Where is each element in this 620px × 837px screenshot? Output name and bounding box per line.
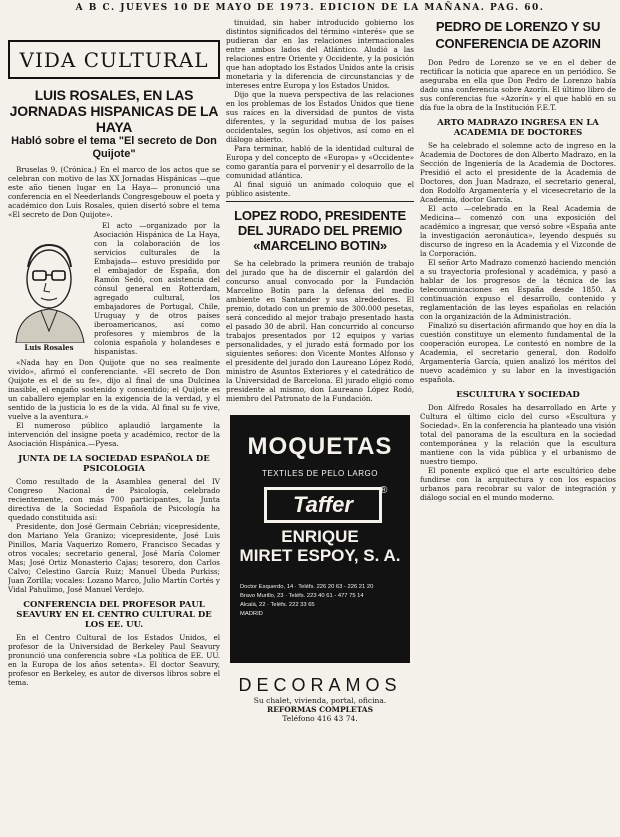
- page-header: A B C. JUEVES 10 DE MAYO DE 1973. EDICION DE LA MAÑANA. PAG. 60.: [75, 3, 545, 13]
- ad-line: REFORMAS COMPLETAS: [266, 705, 374, 714]
- article-headline: JUNTA DE LA SOCIEDAD ESPAÑOLA DE PSICOLOGIA: [18, 454, 210, 474]
- paragraph: «Nada hay en Don Quijote que no sea realmente vivido», afirmó el conferenciante. «El secreto de Don Quijote es el de su fe», dijo al final de una Dulcinea inasible, el engaño sostenido y consentido; el Quijote es un caballero ejemplar en la exigencia de la verdad, y el sentido de la justicia lo es de la vida. Al final su fe vive, vuelve a la aventura.»: [8, 358, 220, 421]
- ad-company-line: MIRET ESPOY, S. A.: [239, 546, 401, 565]
- paragraph: El acto —celebrado en la Real Academia de Medicina— comenzó con una exposición del académico a ingresar, que versó sobre «España ante la investigación aeronáutica», leyendo después su discurso de ingreso en la Academia y el Vizconde de la Corporación.: [420, 204, 616, 258]
- ad-company-line: ENRIQUE: [281, 527, 359, 546]
- paragraph: El numeroso público aplaudió largamente la intervención del insigne poeta y académico, rector de la Asociación Hispánica.—Pyesa.: [8, 421, 220, 448]
- paragraph: Se ha celebrado el solemne acto de ingreso en la Academia de Doctores de don Alberto Madrazo, en la Sección de Ingeniería de la Academia de Doctores. Presidió el acto el presidente de la Academia de Doctores, don Juan Madrazo, el secretario general, don Rodolfo Argamentería y el vicesecretario de la Academia, doctor García.: [420, 141, 616, 204]
- article-body-continued: [94, 221, 220, 356]
- column-middle: [226, 18, 414, 830]
- paragraph: Don Alfredo Rosales ha desarrollado en Arte y Cultura el último ciclo del curso «Escultura y Sociedad». En la conferencia ha planteado una visión total del panorama de la escultura en la sociedad contemporánea y la relación que la escultura mantiene con la vida pública y el urbanismo de nuestro tiempo.: [420, 403, 616, 466]
- portrait-caption: Luis Rosales: [24, 343, 74, 352]
- article-body: [420, 58, 616, 112]
- article-body: [420, 403, 616, 502]
- article-body: [8, 633, 220, 687]
- ad-line: Su chalet, vivienda, portal, oficina.: [253, 696, 387, 705]
- paragraph: Dijo que la nueva perspectiva de las relaciones en los problemas de los Estados Unidos que tiene sus raíces en la diversidad de puntos de vista diferentes, y la seguridad mutua de los países occidentales, según los objetivos, así como en el diálogo abierto.: [226, 90, 414, 144]
- portrait-block: [8, 221, 220, 358]
- section-title: VIDA CULTURAL: [8, 40, 220, 79]
- advertisement-moquetas: [230, 415, 410, 663]
- article-body: [8, 165, 220, 219]
- article-headline: PEDRO DE LORENZO Y SU CONFERENCIA DE AZORIN: [435, 19, 601, 51]
- ad-phone: Teléfono 416 43 74.: [282, 714, 358, 723]
- paragraph: El acto —organizado por la Asociación Hispánica de La Haya, con la colaboración de los servicios culturales de la Embajada— estuvo presidido por el embajador de España, don Ramón Sedó, con asistencia del cónsul general en Rotterdam, agregado cultural, los embajadores de Portugal, Chile, Uruguay y de otros países iberoamericanos, así como profesores y miembros de la colonia española y holandeses e hispanistas.: [94, 221, 220, 356]
- ad-address-line: Doctor Esquerdo, 14 · Teléfs. 226 20 63 - 226 21 20: [240, 584, 374, 590]
- paragraph: Para terminar, habló de la identidad cultural de Europa y del concepto de «Europa» y «Occidente» como garantía para el porvenir y el desarrollo de la comunidad atlántica.: [226, 144, 414, 180]
- paragraph: Finalizó su disertación afirmando que hoy en día la cuestión constituye un elemento fundamental de la cooperación europea. Le contestó en nombre de la Academia, el secretario general, don Rodolfo Argamentería García, quien analizó los méritos del nuevo académico y su labor en la investigación española.: [420, 321, 616, 384]
- ad-title: MOQUETAS: [247, 433, 393, 460]
- ad-addresses: [240, 583, 400, 619]
- paragraph: Bruselas 9. (Crónica.) En el marco de los actos que se celebran con motivo de las XX Jornadas Hispánicas —que este año tienen lugar en La Haya— pronunció una conferencia en el Neederlands Congresgebouw el poeta y académico don Luis Rosales, quien disertó sobre el tema «El secreto de Don Quijote».: [8, 165, 220, 219]
- paragraph: Como resultado de la Asamblea general del IV Congreso Nacional de Psicología, celebrado recientemente, con más 700 participantes, la Junta directiva de la Sociedad Española de Psicología ha quedado constituida así:: [8, 477, 220, 522]
- column-right: [420, 18, 616, 830]
- ad-tagline: TEXTILES DE PELO LARGO: [262, 469, 378, 478]
- ad-title: DECORAMOS: [238, 675, 402, 695]
- divider: [226, 201, 414, 202]
- article-body: [420, 141, 616, 384]
- article-body: [226, 18, 414, 198]
- ad-address-line: Alcalá, 22 · Teléfs. 222 33 65: [240, 602, 315, 608]
- ad-logo: Taffer: [264, 487, 382, 523]
- paragraph: Se ha celebrado la primera reunión de trabajo del jurado que ha de discernir el galardón del concurso anual convocado por la Fundación Marcelino Botín para la defensa del medio ambiente en Santander y sus alrededores. El premio, dotado con un premio de 300.000 pesetas, será concedido al mejor trabajo presentado hasta el pasado 30 de abril. Han concurrido al concurso trabajos presentados por 12 equipos y varias personalidades, y el jurado está formado por los siguientes señores: don Vicente Montes Alfonso y el presidente del jurado don Laureano López Rodó, ministro de Asuntos Exteriores y el catedrático de la Universidad de Barcelona. El jurado eligió como presidente al mismo, don Laureano López Rodó, miembro del Patronato de la Fundación.: [226, 259, 414, 403]
- paragraph: Al final siguió un animado coloquio que el público asistente.: [226, 180, 414, 198]
- ad-company: [230, 527, 410, 565]
- ad-address-line: Bravo Murillo, 23 · Teléfs. 223 40 61 - 477 75 14: [240, 593, 364, 599]
- registered-icon: ®: [380, 485, 388, 496]
- article-headline: LUIS ROSALES, EN LAS JORNADAS HISPANICAS DE LA HAYA: [9, 87, 219, 135]
- article-body: [226, 259, 414, 403]
- ad-address-line: MADRID: [240, 611, 263, 617]
- article-headline: ESCULTURA Y SOCIEDAD: [456, 390, 580, 400]
- paragraph: tinuidad, sin haber introducido gobierno los distintos significados del término «interés» que se pudieran dar en las relaciones internacionales entre ambos lados del Atlántico. Aludió a las relaciones entre Oriente y Occidente, y la posición que han adoptado los Estados Unidos ante la crisis monetaria y la diferencia de circunstancias y de intereses entre Europa y los Estados Unidos.: [226, 18, 414, 90]
- article-headline: CONFERENCIA DEL PROFESOR PAUL SEAVURY EN EL CENTRO CULTURAL DE LOS EE. UU.: [16, 600, 212, 630]
- paragraph: En el Centro Cultural de los Estados Unidos, el profesor de la Universidad de Berkeley Paul Seavury pronunció una conferencia sobre «La política de EE. UU. en la Europa de los años setenta». El doctor Seavury, profesor en Berkeley, es autor de diversos libros sobre el tema.: [8, 633, 220, 687]
- article-headline: ARTO MADRAZO INGRESA EN LA ACADEMIA DE DOCTORES: [437, 118, 599, 138]
- paragraph: El señor Arto Madrazo comenzó haciendo mención a su trayectoria profesional y académica, y pasó a hablar de los progresos de la técnica de las telecomunicaciones en España desde 1850. A continuación expuso el desarrollo, contenido y reglamentación de las leyes españolas en relación con la organización de la Administración.: [420, 258, 616, 321]
- article-headline: LOPEZ RODO, PRESIDENTE DEL JURADO DEL PREMIO «MARCELINO BOTIN»: [234, 208, 406, 253]
- paragraph: Don Pedro de Lorenzo se ve en el deber de rectificar la noticia que aparece en un periódico. Se aseguraba en ella que Don Pedro de Lorenzo había dado una conferencia sobre Azorín. El último libro de sus conferencias fue «Azorín» y el que habló en su día fue la obra de la Institución F.E.T.: [420, 58, 616, 112]
- advertisement-decoramos: [226, 675, 414, 723]
- portrait: [8, 223, 90, 356]
- paragraph: Presidente, don José Germain Cebrián; vicepresidente, don Mariano Yela Granizo; vicepresidente, José Luis Pinillos, María Vaquerizo Romero, Francisco Secadas y otros vocales; secretario general, José María Colomer Mas; José Ortiz Monasterio Cajas; tesorero, don Carlos Calvo; Celestino García Ruiz; Manuel Úbeda Purkiss; Juan Zorilla; vocales: Lozano Marco, Julio Martín Cortés y Vidal Pahulimo, José Manuel Verdejo.: [8, 522, 220, 594]
- paragraph: El ponente explicó que el arte escultórico debe fundirse con la arquitectura y con los espacios urbanos para recobrar su valor de integración y diálogo social en el mundo moderno.: [420, 466, 616, 502]
- portrait-image: [8, 223, 90, 343]
- article-subhead: Habló sobre el tema "El secreto de Don Quijote": [11, 135, 217, 160]
- article-body: [8, 477, 220, 594]
- article-body: [8, 358, 220, 448]
- column-left: [8, 18, 220, 830]
